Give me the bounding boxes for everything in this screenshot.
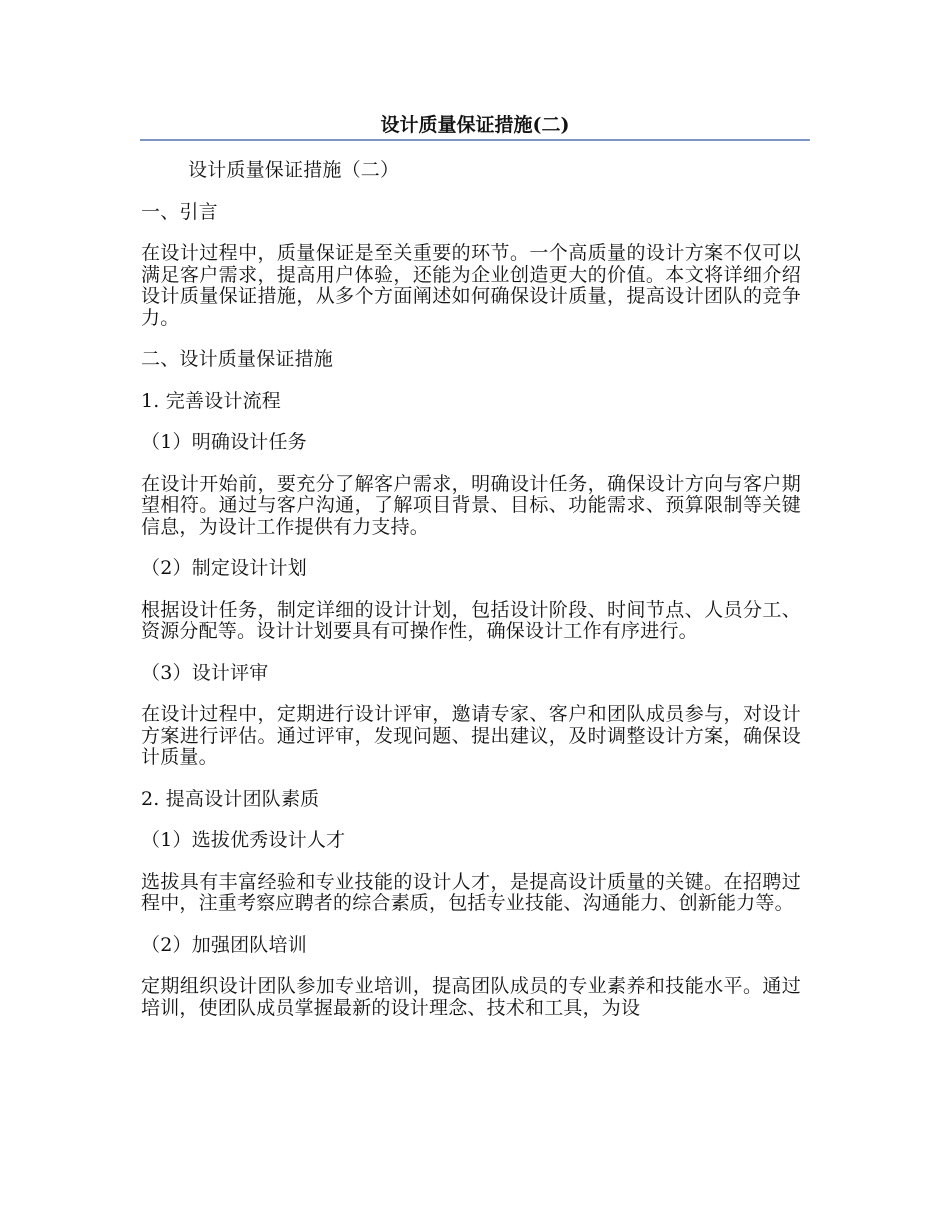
document-title: 设计质量保证措施(二) <box>380 114 570 136</box>
paragraph: 在设计过程中，质量保证是至关重要的环节。一个高质量的设计方案不仅可以满足客户需求，提高用户体验，还能为企业创造更大的价值。本文将详细介绍设计质量保证措施，从多个方面阐述如何确保设计质量，提高设计团队的竞争力。 <box>141 242 801 329</box>
document-subtitle: 设计质量保证措施（二） <box>188 159 400 181</box>
paragraph: 根据设计任务，制定详细的设计计划，包括设计阶段、时间节点、人员分工、资源分配等。设计计划要具有可操作性，确保设计工作有序进行。 <box>141 598 801 642</box>
subsection-heading: （2）制定设计计划 <box>141 557 307 579</box>
paragraph: 选拔具有丰富经验和专业技能的设计人才，是提高设计质量的关键。在招聘过程中，注重考察应聘者的综合素质，包括专业技能、沟通能力、创新能力等。 <box>141 870 801 914</box>
section-heading: 一、引言 <box>141 200 218 223</box>
subsection-heading: （1）选拔优秀设计人才 <box>141 829 346 851</box>
subsection-heading: （2）加强团队培训 <box>141 933 307 956</box>
paragraph: 在设计开始前，要充分了解客户需求，明确设计任务，确保设计方向与客户期望相符。通过与客户沟通，了解项目背景、目标、功能需求、预算限制等关键信息，为设计工作提供有力支持。 <box>141 472 801 538</box>
paragraph: 在设计过程中，定期进行设计评审，邀请专家、客户和团队成员参与，对设计方案进行评估。通过评审，发现问题、提出建议，及时调整设计方案，确保设计质量。 <box>141 703 801 768</box>
subsection-heading: （3）设计评审 <box>141 661 269 684</box>
subsection-heading: （1）明确设计任务 <box>141 431 307 453</box>
section-heading: 2. 提高设计团队素质 <box>141 787 320 810</box>
document-body <box>141 160 801 1039</box>
section-heading: 二、设计质量保证措施 <box>141 348 334 370</box>
title-divider <box>140 139 810 141</box>
section-heading: 1. 完善设计流程 <box>141 389 281 412</box>
paragraph: 定期组织设计团队参加专业培训，提高团队成员的专业素养和技能水平。通过培训，使团队成员掌握最新的设计理念、技术和工具，为设 <box>141 975 801 1019</box>
